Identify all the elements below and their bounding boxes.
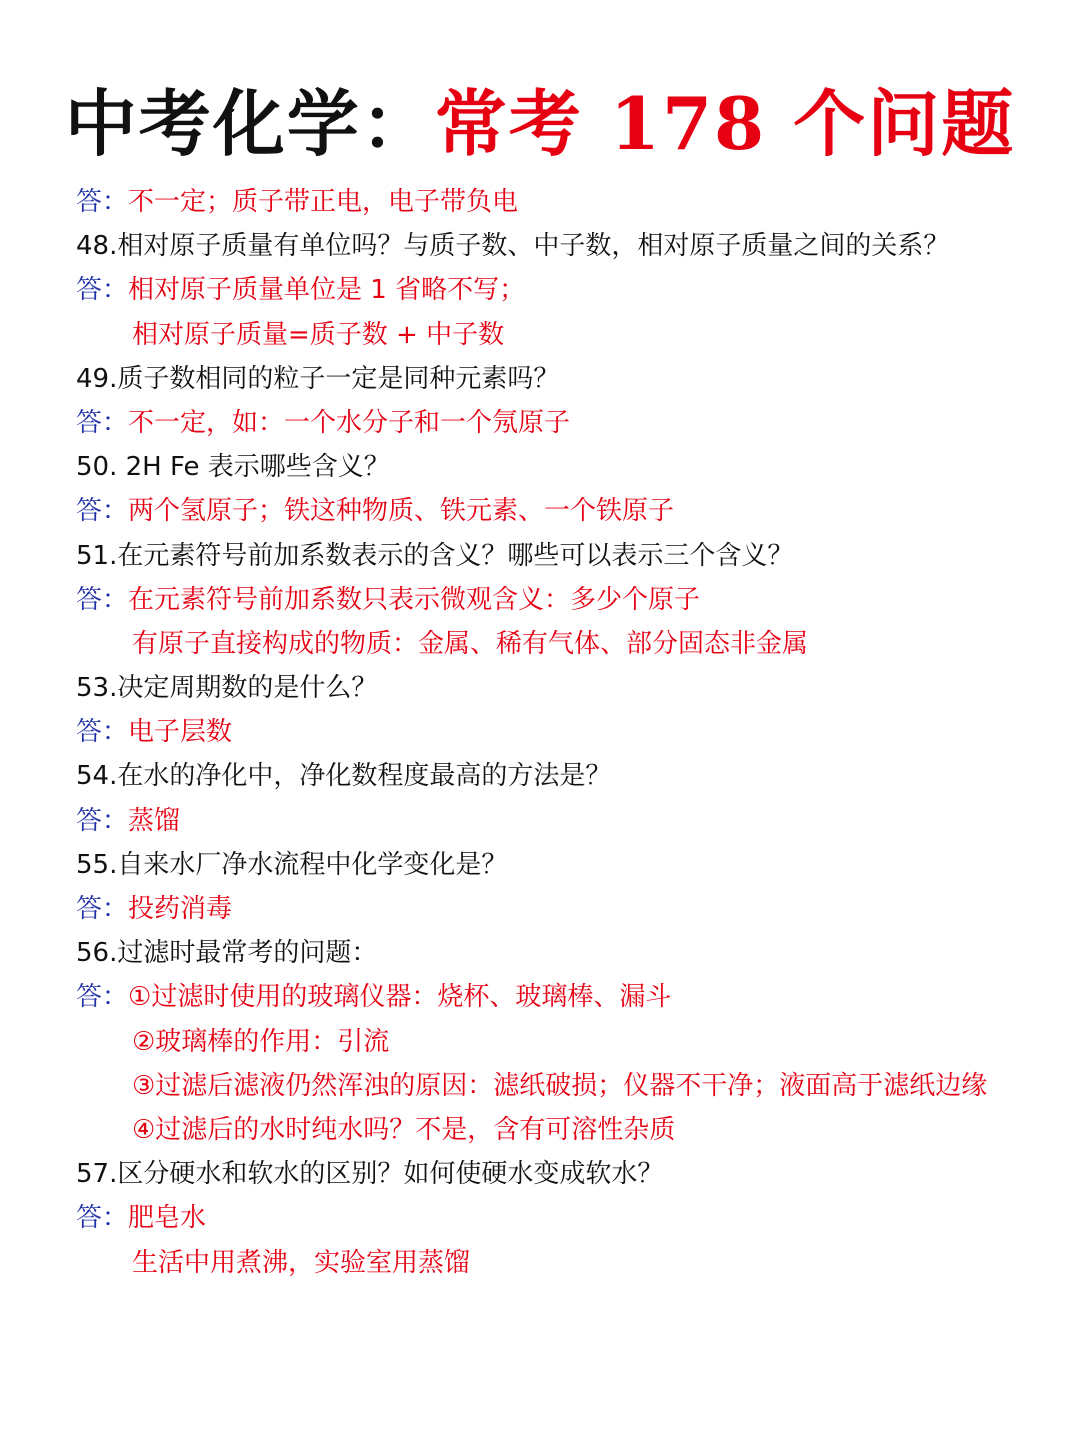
answer-line	[76, 578, 1016, 622]
answer-continuation: 相对原子质量=质子数 + 中子数	[132, 319, 505, 350]
answer-line	[76, 799, 1016, 843]
answer-label: 答：	[76, 982, 129, 1013]
answer-line	[76, 975, 1016, 1019]
question-line: 54.在水的净化中，净化数程度最高的方法是？	[76, 761, 612, 792]
question-line: 53.决定周期数的是什么？	[76, 673, 378, 704]
answer-line	[76, 710, 1016, 754]
answer-label: 答：	[76, 805, 129, 836]
question-line: 51.在元素符号前加系数表示的含义？哪些可以表示三个含义？	[76, 540, 794, 571]
question-line: 49.质子数相同的粒子一定是同种元素吗？	[76, 363, 560, 394]
answer-label: 答：	[76, 187, 129, 217]
answer-line	[76, 1196, 1016, 1240]
answer-continuation: ②玻璃棒的作用：引流	[132, 1026, 390, 1057]
answer-continuation: ④过滤后的水时纯水吗？不是，含有可溶性杂质	[132, 1114, 676, 1145]
answer-line	[76, 489, 1016, 533]
title-main: 中考化学：	[64, 81, 435, 166]
page-title	[0, 74, 1080, 174]
title-highlight: 常考 178 个问题	[434, 81, 1016, 166]
answer-continuation: 生活中用煮沸，实验室用蒸馏	[132, 1247, 471, 1278]
question-line: 57.区分硬水和软水的区别？如何使硬水变成软水？	[76, 1159, 664, 1190]
answer-text: 两个氢原子；铁这种物质、铁元素、一个铁原子	[128, 496, 675, 527]
answer-line	[76, 887, 1016, 931]
answer-text: 肥皂水	[128, 1203, 207, 1234]
answer-text: ①过滤时使用的玻璃仪器：烧杯、玻璃棒、漏斗	[128, 982, 672, 1013]
answer-text: 电子层数	[128, 717, 233, 748]
question-line: 50. 2H Fe 表示哪些含义？	[76, 452, 390, 483]
qa-list	[76, 180, 1016, 1285]
question-line: 56.过滤时最常考的问题：	[76, 938, 378, 969]
answer-text: 蒸馏	[128, 805, 181, 836]
answer-continuation: 有原子直接构成的物质：金属、稀有气体、部分固态非金属	[132, 628, 809, 659]
answer-line	[76, 268, 1016, 312]
answer-label: 答：	[76, 275, 129, 306]
answer-text: 不一定，如：一个水分子和一个氖原子	[128, 407, 571, 438]
answer-continuation: ③过滤后滤液仍然浑浊的原因：滤纸破损；仪器不干净；液面高于滤纸边缘	[132, 1070, 988, 1101]
answer-label: 答：	[76, 717, 129, 748]
answer-label: 答：	[76, 1203, 129, 1234]
answer-text: 投药消毒	[128, 894, 233, 924]
answer-label: 答：	[76, 584, 129, 615]
question-line: 55.自来水厂净水流程中化学变化是？	[76, 849, 508, 880]
answer-text: 相对原子质量单位是 1 省略不写；	[128, 275, 526, 306]
answer-line	[76, 180, 1016, 224]
answer-label: 答：	[76, 407, 129, 438]
answer-label: 答：	[76, 894, 129, 924]
answer-line	[76, 401, 1016, 445]
answer-label: 答：	[76, 496, 129, 527]
answer-text: 不一定；质子带正电，电子带负电	[128, 187, 519, 217]
answer-text: 在元素符号前加系数只表示微观含义：多少个原子	[128, 584, 701, 615]
question-line: 48.相对原子质量有单位吗？与质子数、中子数，相对原子质量之间的关系？	[76, 231, 950, 262]
